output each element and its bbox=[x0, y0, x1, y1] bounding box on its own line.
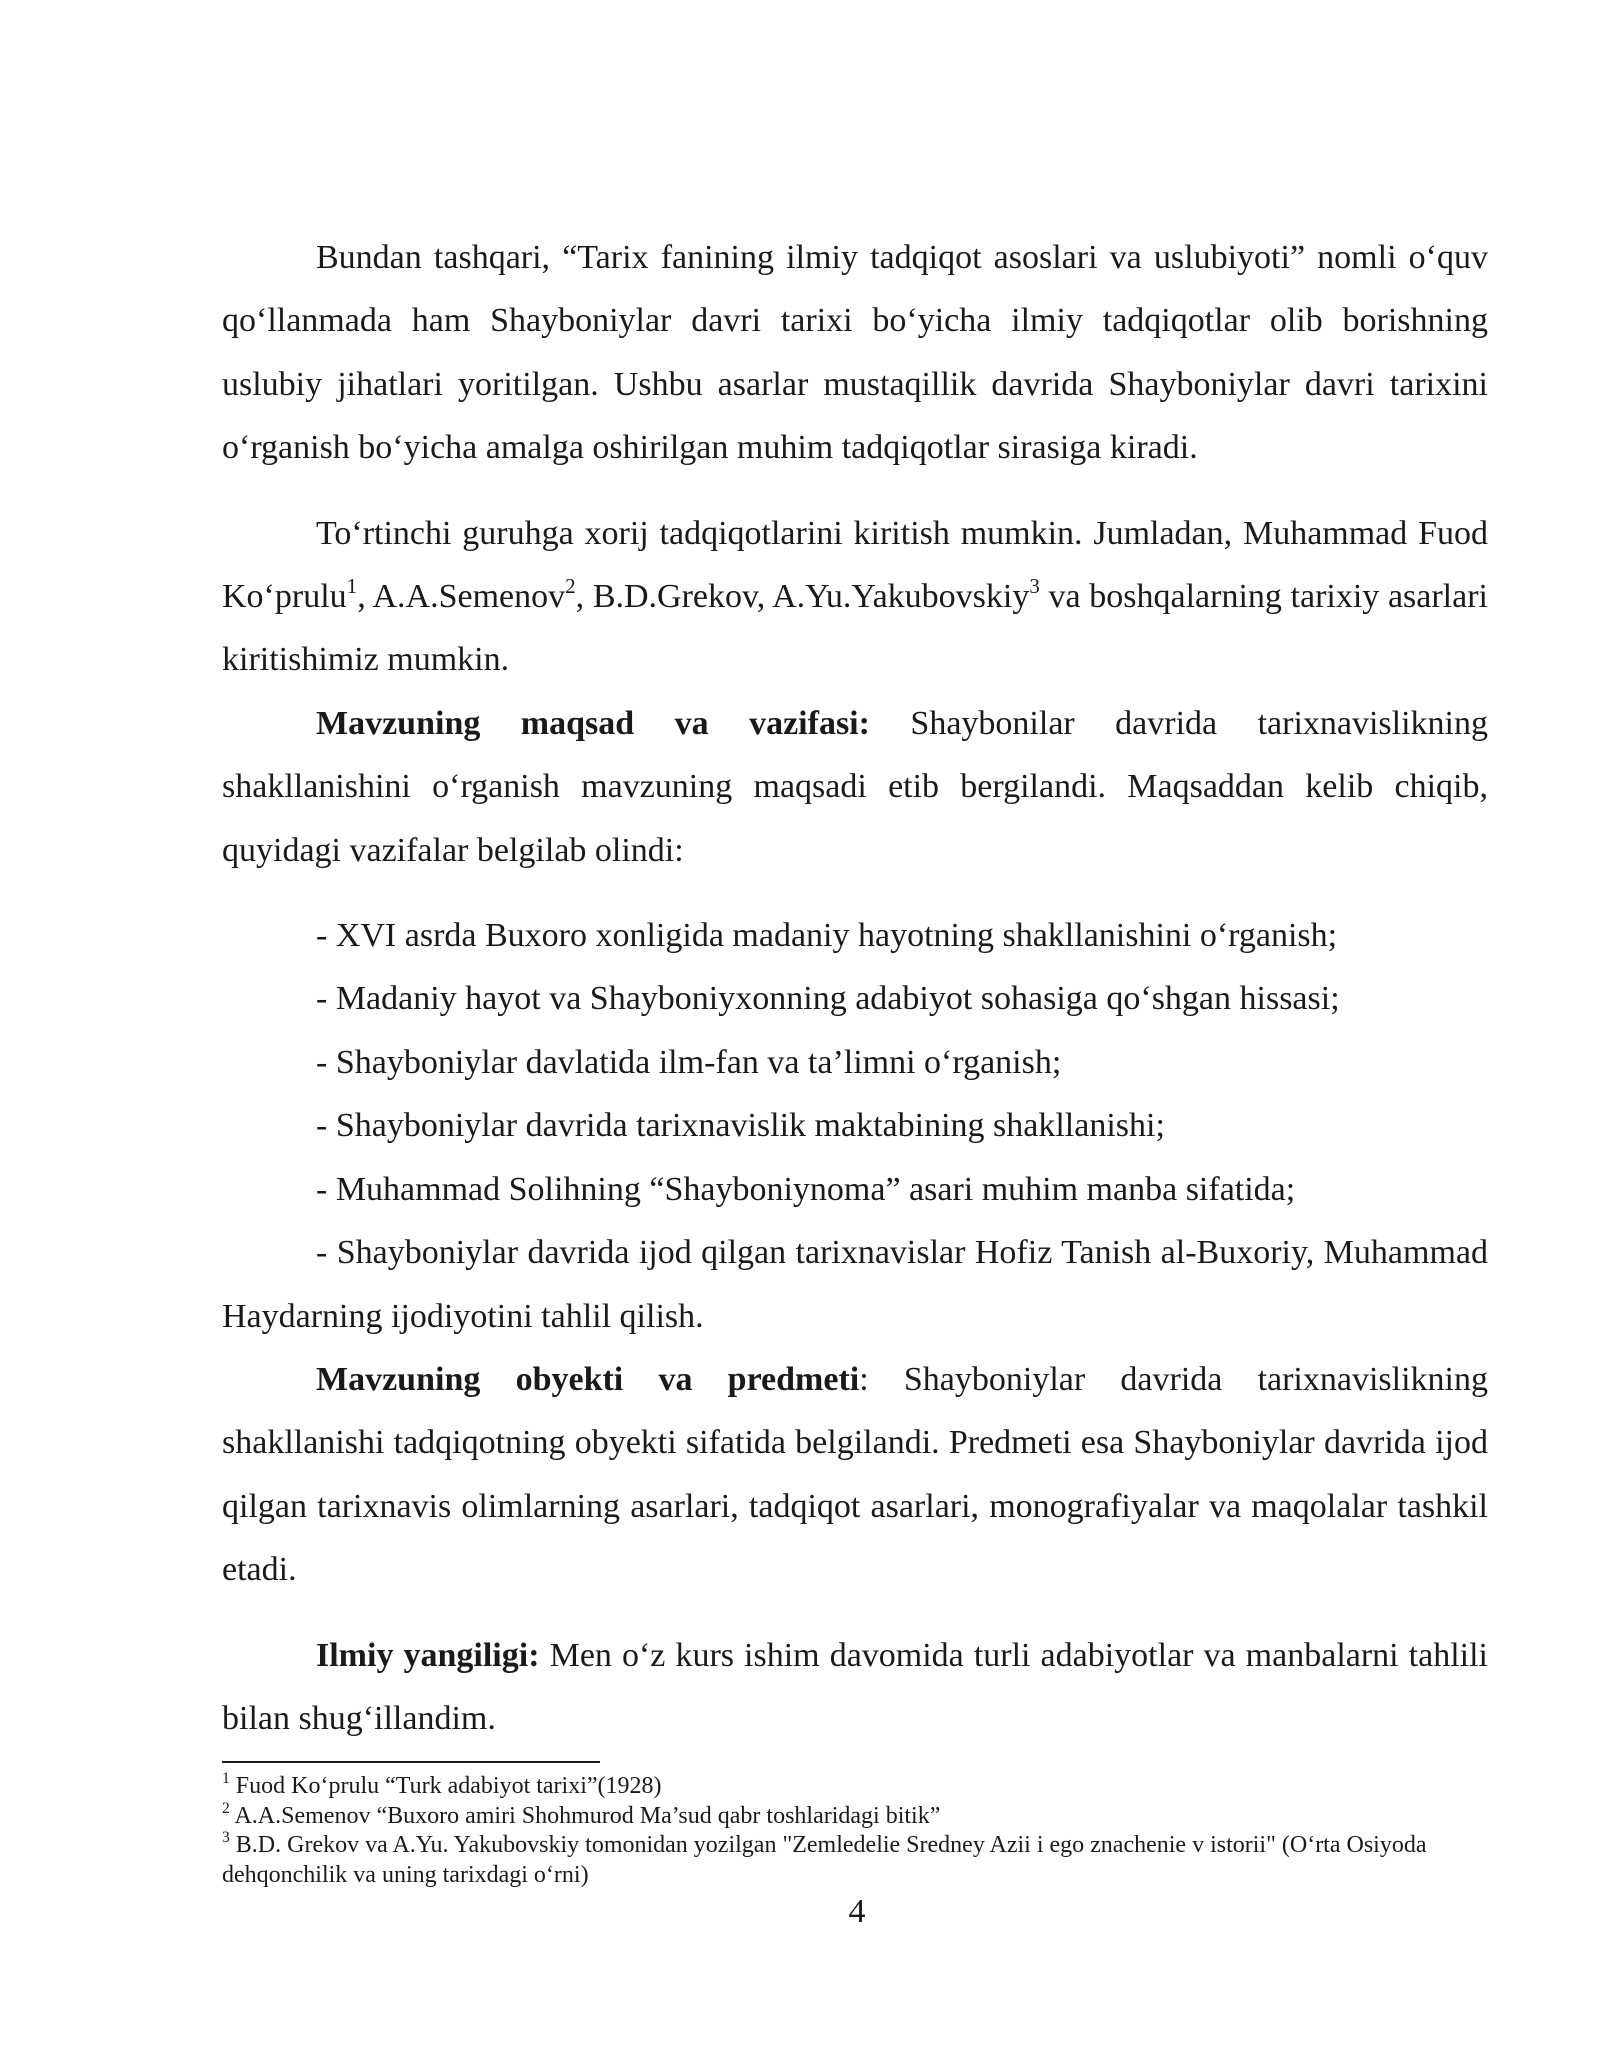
paragraph-text: : Shayboniylar davrida tarixnavislikning shakllanishi tadqiqotning obyekti sifatida belgilandi. Predmeti esa Shayboniylar davrida ijod qilgan tarixnavis olimlarning asarlari, tadqiqot asarlari, monografiyalar va maqolalar tashkil etadi. bbox=[222, 1360, 1488, 1589]
footnotes bbox=[222, 1772, 1488, 1890]
paragraph-object bbox=[222, 1348, 1488, 1602]
footnote-text: B.D. Grekov va A.Yu. Yakubovskiy tomonidan yozilgan "Zemledelie Sredney Azii i ego znachenie v istorii" (O‘rta Osiyoda dehqonchilik va uning tarixdagi o‘rni) bbox=[222, 1832, 1427, 1888]
footnote-2 bbox=[222, 1799, 1488, 1832]
paragraph-text: To‘rtinchi guruhga xorij tadqiqotlarini kiritish mumkin. Jumladan, Muhammad Fuod Ko‘prulu bbox=[222, 514, 1488, 616]
section-label-goal: Mavzuning maqsad va vazifasi: bbox=[316, 704, 870, 742]
task-item: - Shayboniylar davrida ijod qilgan tarixnavislar Hofiz Tanish al-Buxoriy, Muhammad Haydarning ijodiyotini tahlil qilish. bbox=[222, 1234, 1488, 1335]
footnote-marker: 2 bbox=[222, 1799, 230, 1817]
task-item: - XVI asrda Buxoro xonligida madaniy hayotning shakllanishini o‘rganish; bbox=[316, 917, 1338, 955]
paragraph-text: Men o‘z kurs ishim davomida turli adabiyotlar va manbalarni tahlili bilan shug‘illandim. bbox=[222, 1636, 1489, 1737]
paragraph-foreign-research bbox=[222, 502, 1488, 692]
body-text bbox=[222, 226, 1488, 1750]
footnote-divider bbox=[222, 1761, 600, 1763]
task-item: - Muhammad Solihning “Shayboniynoma” asari muhim manba sifatida; bbox=[316, 1170, 1296, 1208]
paragraph-intro: Bundan tashqari, “Tarix fanining ilmiy tadqiqot asoslari va uslubiyoti” nomli o‘quv qo‘llanmada ham Shayboniylar davri tarixi bo‘yicha ilmiy tadqiqotlar olib borishning uslubiy jihatlari yoritilgan. Ushbu asarlar mustaqillik davrida Shayboniylar davri tarixini o‘rganish bo‘yicha amalga oshirilgan muhim tadqiqotlar sirasiga kiradi. bbox=[222, 239, 1488, 467]
section-label-novelty: Ilmiy yangiligi: bbox=[316, 1636, 540, 1674]
paragraph-text: , B.D.Grekov, A.Yu.Yakubovskiy bbox=[575, 578, 1030, 616]
footnote-text: A.A.Semenov “Buxoro amiri Shohmurod Ma’sud qabr toshlaridagi bitik” bbox=[229, 1802, 941, 1829]
paragraph-text: Shaybonilar davrida tarixnavislikning shakllanishini o‘rganish mavzuning maqsadi etib bergilandi. Maqsaddan kelib chiqib, quyidagi vazifalar belgilab olindi: bbox=[222, 704, 1489, 869]
paragraph-goal bbox=[222, 692, 1488, 882]
task-list bbox=[222, 904, 1488, 1348]
task-item: - Madaniy hayot va Shayboniyxonning adabiyot sohasiga qo‘shgan hissasi; bbox=[316, 980, 1340, 1018]
footnote-1 bbox=[222, 1772, 1488, 1802]
paragraph-text: va boshqalarning tarixiy asarlari kiritishimiz mumkin. bbox=[222, 578, 1488, 679]
footnote-ref-3[interactable]: 3 bbox=[1029, 573, 1040, 598]
footnote-marker: 3 bbox=[222, 1829, 230, 1846]
task-item: - Shayboniylar davrida tarixnavislik maktabining shakllanishi; bbox=[316, 1107, 1165, 1145]
section-label-object: Mavzuning obyekti va predmeti bbox=[316, 1360, 860, 1398]
page-number: 4 bbox=[848, 1893, 866, 1930]
footnote-ref-2[interactable]: 2 bbox=[565, 573, 576, 598]
paragraph-novelty bbox=[222, 1624, 1488, 1751]
footnote-ref-1[interactable]: 1 bbox=[346, 573, 358, 598]
paragraph-text: , A.A.Semenov bbox=[357, 578, 566, 616]
footnote-text: Fuod Ko‘prulu “Turk adabiyot tarixi”(1928) bbox=[229, 1773, 662, 1799]
footnote-marker: 1 bbox=[222, 1770, 230, 1787]
footnote-3 bbox=[222, 1831, 1488, 1890]
task-item: - Shayboniylar davlatida ilm-fan va ta’limni o‘rganish; bbox=[316, 1043, 1062, 1081]
